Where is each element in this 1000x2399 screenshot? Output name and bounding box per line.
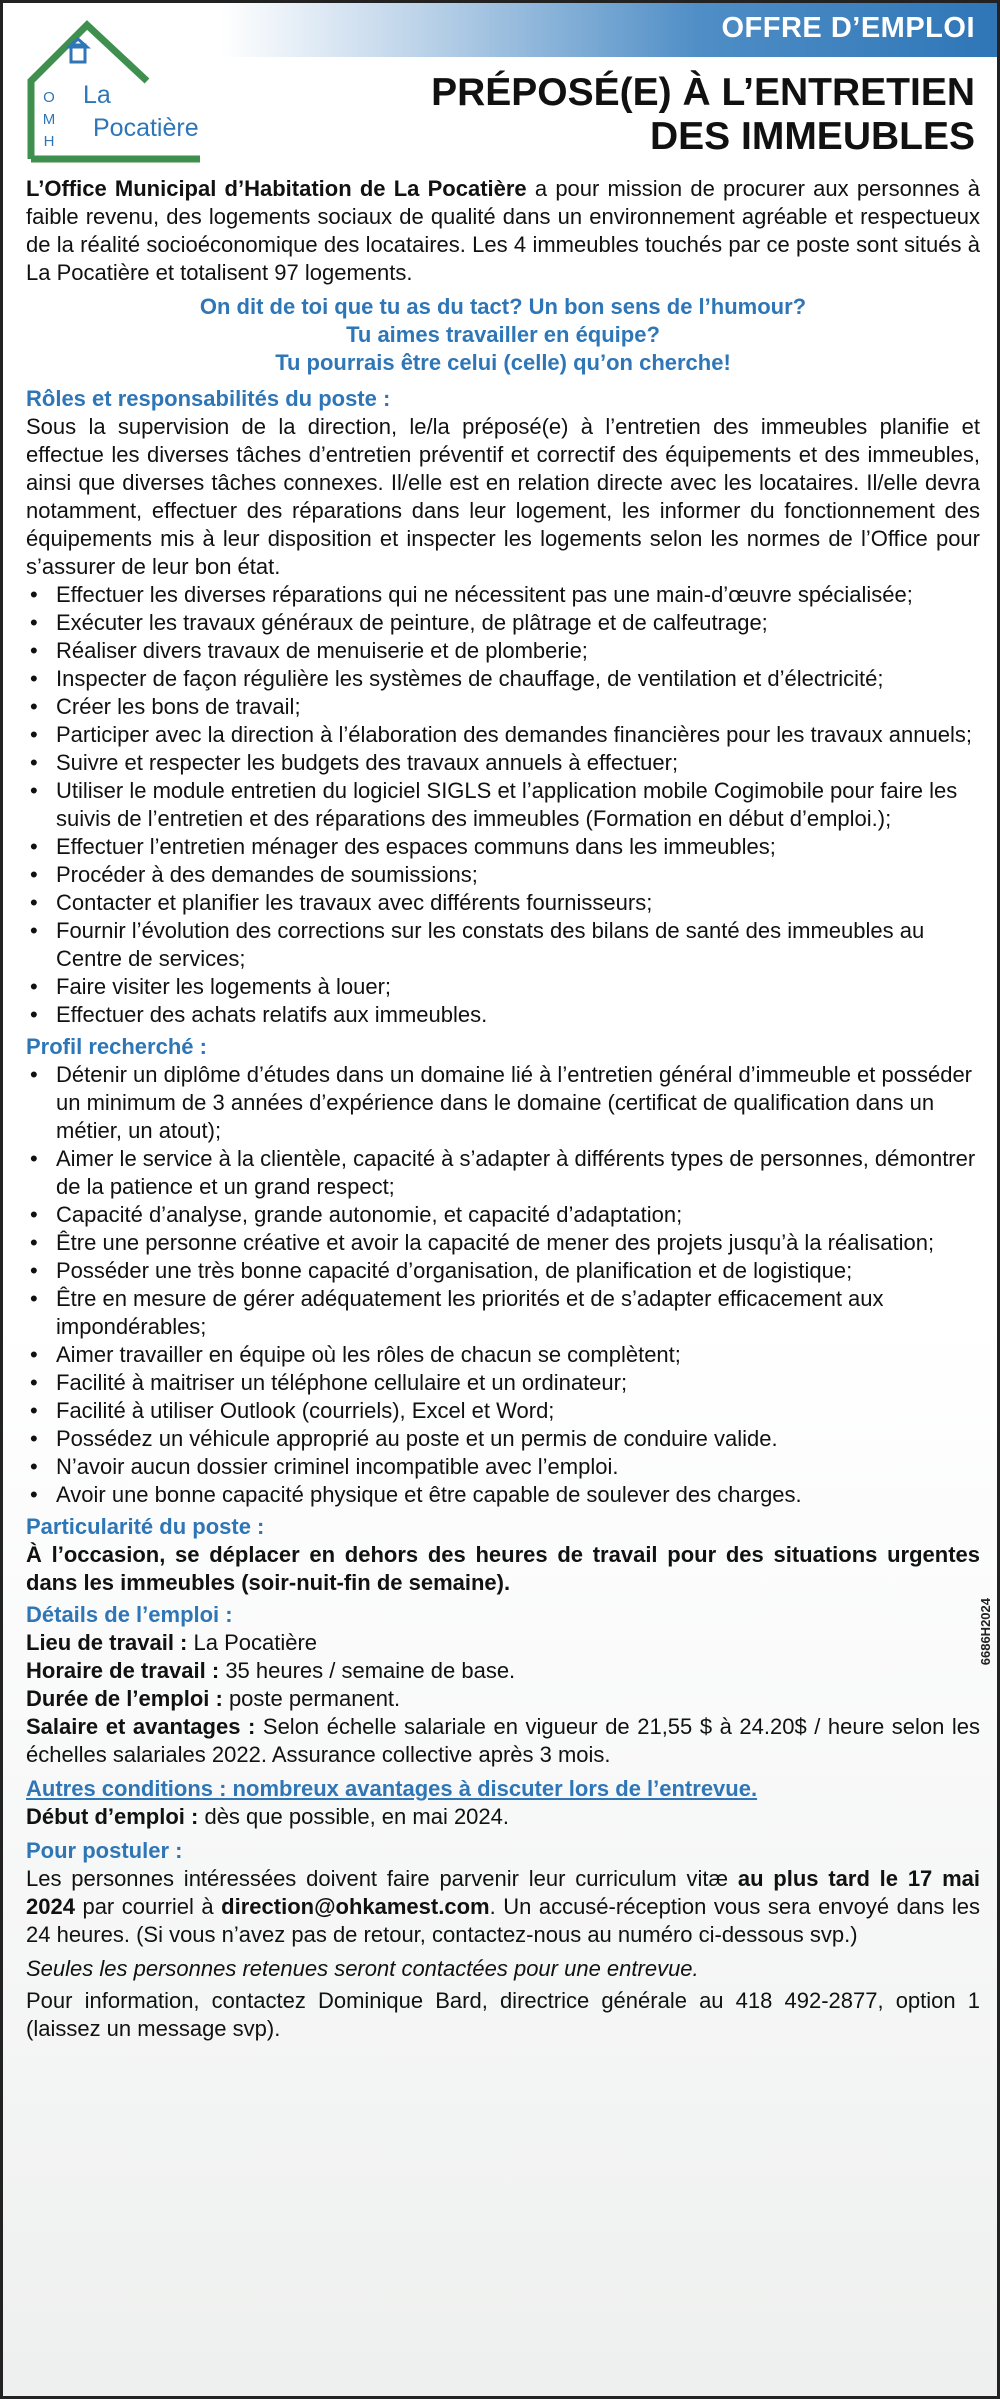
apply-heading: Pour postuler : [26,1838,183,1863]
selection-note: Seules les personnes retenues seront contactées pour une entrevue. [26,1956,699,1981]
apply-paragraph: Les personnes intéressées doivent faire parvenir leur curriculum vitæ au plus tard le 17 mai 2024 par courriel à direction@ohkamest.com. Un accusé-réception vous sera envoyé dans les 24 heures. (Si vous n’avez pas de retour, contactez-nous au numéro ci-dessous svp.) [26,1866,981,1947]
list-item: • Être une personne créative et avoir la capacité de mener des projets jusqu’à la réalisation; [26,1229,980,1257]
list-item: • Faire visiter les logements à louer; [26,973,980,1001]
list-item: • Fournir l’évolution des corrections sur les constats des bilans de santé des immeubles au Centre de services; [26,917,980,973]
banner-title: OFFRE D’EMPLOI [721,12,975,44]
posting-body [26,175,980,2043]
list-item: • Facilité à maitriser un téléphone cellulaire et un ordinateur; [26,1369,980,1397]
list-item: • Détenir un diplôme d’études dans un domaine lié à l’entretien général d’immeuble et posséder un minimum de 3 années d’expérience dans le domaine (certificat de qualification dans un métier, un atout); [26,1061,980,1145]
list-item: • Être en mesure de gérer adéquatement les priorités et de s’adapter efficacement aux impondérables; [26,1285,980,1341]
logo-pocatiere: Pocatière [93,114,199,142]
detail-horaire: Horaire de travail : 35 heures / semaine de base. [26,1658,516,1683]
list-item: • Procéder à des demandes de soumissions; [26,861,980,889]
list-item: • Effectuer l’entretien ménager des espaces communs dans les immeubles; [26,833,980,861]
list-item: • Capacité d’analyse, grande autonomie, et capacité d’adaptation; [26,1201,980,1229]
list-item: • Effectuer des achats relatifs aux immeubles. [26,1001,980,1029]
detail-lieu: Lieu de travail : La Pocatière [26,1630,318,1655]
list-item: • Aimer travailler en équipe où les rôles de chacun se complètent; [26,1341,980,1369]
list-item: • N’avoir aucun dossier criminel incompatible avec l’emploi. [26,1453,980,1481]
list-item: • Créer les bons de travail; [26,693,980,721]
detail-debut: Début d’emploi : dès que possible, en mai 2024. [26,1804,509,1829]
omh-logo [25,19,225,164]
list-item: • Exécuter les travaux généraux de peinture, de plâtrage et de calfeutrage; [26,609,980,637]
list-item: • Inspecter de façon régulière les systèmes de chauffage, de ventilation et d’électricité; [26,665,980,693]
list-item: • Aimer le service à la clientèle, capacité à s’adapter à différents types de personnes, démontrer de la patience et un grand respect; [26,1145,980,1201]
detail-salaire: Salaire et avantages : Selon échelle salariale en vigueur de 21,55 $ à 24.20$ / heure selon les échelles salariales 2022. Assurance collective après 3 mois. [26,1714,980,1767]
particularity-text: À l’occasion, se déplacer en dehors des heures de travail pour des situations urgentes dans les immeubles (soir-nuit-fin de semaine). [26,1542,980,1595]
intro-paragraph: L’Office Municipal d’Habitation de La Pocatière a pour mission de procurer aux personnes à faible revenu, des logements sociaux de qualité dans un environnement agréable et respectueux de la réalité socioéconomique des locataires. Les 4 immeubles touchés par ce poste sont situés à La Pocatière et totalisent 97 logements. [26,176,980,285]
list-item: • Posséder une très bonne capacité d’organisation, de planification et de logistique; [26,1257,980,1285]
list-item: • Participer avec la direction à l’élaboration des demandes financières pour les travaux annuels; [26,721,980,749]
other-conditions-link[interactable]: Autres conditions : nombreux avantages à discuter lors de l’entrevue. [26,1776,758,1801]
roles-heading: Rôles et responsabilités du poste : [26,386,391,411]
profile-list [26,1061,980,1509]
details-heading: Détails de l’emploi : [26,1602,233,1627]
contact-info: Pour information, contactez Dominique Bard, directrice générale au 418 492-2877, option 1 (laissez un message svp). [26,1988,980,2041]
list-item: • Avoir une bonne capacité physique et être capable de soulever des charges. [26,1481,980,1509]
detail-duree: Durée de l’emploi : poste permanent. [26,1686,401,1711]
list-item: • Contacter et planifier les travaux avec différents fournisseurs; [26,889,980,917]
list-item: • Utiliser le module entretien du logiciel SIGLS et l’application mobile Cogimobile pour faire les suivis de l’entretien et des réparations des immeubles (Formation en début d’emploi.); [26,777,980,833]
page-title: PRÉPOSÉ(E) À L’ENTRETIEN DES IMMEUBLES [431,71,975,158]
roles-paragraph: Sous la supervision de la direction, le/la préposé(e) à l’entretien des immeubles planifie et effectue les diverses tâches d’entretien préventif et correctif des équipements et des immeubles, ainsi que diverses tâches connexes. Il/elle est en relation directe avec les locataires. Il/elle devra notamment, effectuer des réparations dans leur logement, les informer du fonctionnement des équipements mis à leur disposition et inspecter les logements selon les normes de l’Office pour s’assurer de leur bon état. [26,414,980,579]
list-item: • Possédez un véhicule approprié au poste et un permis de conduire valide. [26,1425,980,1453]
tagline: On dit de toi que tu as du tact? Un bon sens de l’humour? Tu aimes travailler en équipe? Tu pourrais être celui (celle) qu’on cherche! [199,294,807,375]
side-code: 6686H2024 [978,1598,993,1666]
email-link[interactable]: direction@ohkamest.com [221,1894,490,1919]
list-item: • Suivre et respecter les budgets des travaux annuels à effectuer; [26,749,980,777]
particularity-heading: Particularité du poste : [26,1514,265,1539]
list-item: • Effectuer les diverses réparations qui ne nécessitent pas une main-d’œuvre spécialisée; [26,581,980,609]
logo-la: La [83,81,111,109]
roles-list [26,581,980,1029]
profile-heading: Profil recherché : [26,1034,207,1059]
list-item: • Réaliser divers travaux de menuiserie et de plomberie; [26,637,980,665]
logo-omh-letters: O M H [42,89,56,150]
list-item: • Facilité à utiliser Outlook (courriels), Excel et Word; [26,1397,980,1425]
